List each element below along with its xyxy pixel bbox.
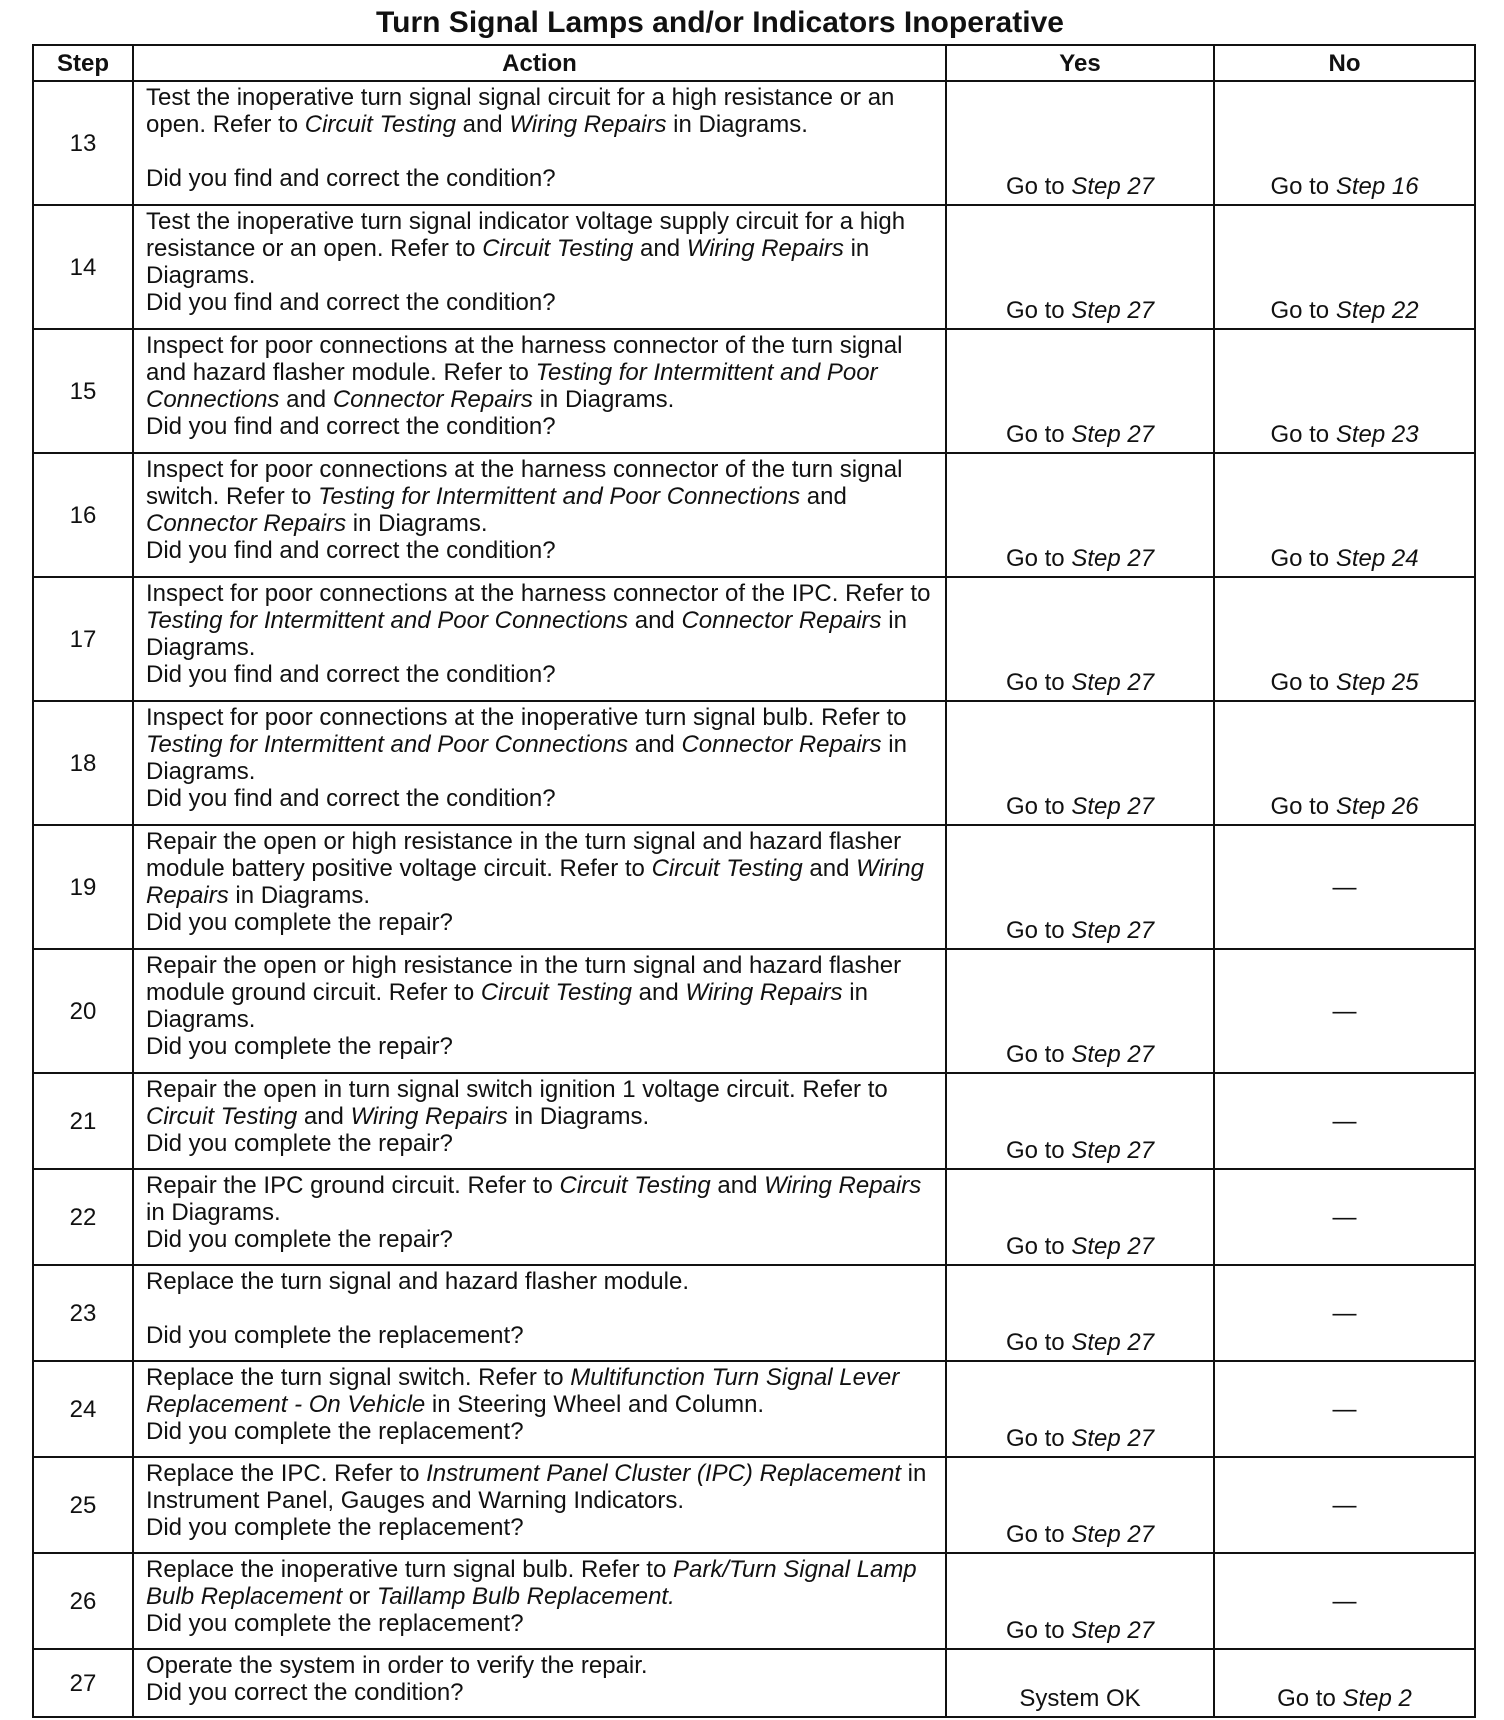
table-body	[33, 81, 1475, 1717]
action-description	[146, 332, 935, 413]
yes-result-run: Go to	[1005, 1521, 1072, 1548]
action-description	[146, 952, 935, 1033]
action-description-run: and	[632, 979, 686, 1006]
action-description	[146, 704, 935, 785]
action-description-run: Replace the inoperative turn signal bulb. Refer to	[146, 1556, 673, 1583]
action-description-run: in Diagrams.	[146, 607, 907, 661]
action-description-run: Circuit Testing	[482, 235, 634, 262]
yes-result-run: Step 27	[1071, 421, 1155, 448]
no-result-run: Go to	[1270, 421, 1336, 448]
action-cell	[133, 701, 946, 825]
table-row	[33, 453, 1475, 577]
action-description-run: Replace the turn signal and hazard flasher module.	[146, 1268, 689, 1295]
yes-result	[946, 949, 1214, 1073]
action-question: Did you find and correct the condition?	[146, 537, 556, 564]
no-result-run: —	[1332, 1492, 1357, 1519]
action-description-run: in Diagrams.	[228, 882, 371, 909]
step-number: 20	[33, 949, 133, 1073]
action-cell	[133, 453, 946, 577]
table-row	[33, 1553, 1475, 1649]
action-description	[146, 84, 935, 138]
no-result-run: —	[1332, 998, 1357, 1025]
action-cell	[133, 1073, 946, 1169]
yes-result	[946, 577, 1214, 701]
action-description-run: Connector Repairs	[146, 510, 347, 537]
header-step: Step	[33, 45, 133, 81]
header-yes: Yes	[946, 45, 1214, 81]
step-number: 26	[33, 1553, 133, 1649]
action-cell	[133, 329, 946, 453]
yes-result-run: Step 27	[1071, 793, 1155, 820]
action-cell	[133, 825, 946, 949]
yes-result-run: Go to	[1005, 1617, 1072, 1644]
action-description-run: and	[633, 235, 687, 262]
action-description-run: in Diagrams.	[507, 1103, 650, 1130]
yes-result-run: Go to	[1005, 1137, 1072, 1164]
action-description-run: Repair the open or high resistance in the turn signal and hazard flasher module battery positive voltage circuit. Refer to	[146, 828, 902, 882]
table-row	[33, 1649, 1475, 1717]
action-description	[146, 580, 935, 661]
yes-result-run: Go to	[1005, 545, 1072, 572]
action-description-run: and	[710, 1172, 765, 1199]
no-result-run: —	[1332, 1588, 1357, 1615]
action-description-run: Instrument Panel Cluster (IPC) Replacement	[426, 1460, 901, 1487]
step-number: 27	[33, 1649, 133, 1717]
action-description-run: in Diagrams.	[146, 235, 870, 289]
no-result	[1214, 1169, 1475, 1265]
table-row	[33, 949, 1475, 1073]
no-result	[1214, 1457, 1475, 1553]
no-result	[1214, 1553, 1475, 1649]
action-description-run: Replace the turn signal switch. Refer to	[146, 1364, 571, 1391]
step-number: 15	[33, 329, 133, 453]
action-description-run: Test the inoperative turn signal indicator voltage supply circuit for a high resistance or an open. Refer to	[146, 208, 906, 262]
yes-result-run: Step 27	[1071, 1425, 1155, 1452]
yes-result	[946, 329, 1214, 453]
yes-result-run: Go to	[1005, 917, 1072, 944]
table-row	[33, 1361, 1475, 1457]
action-description	[146, 456, 935, 537]
table-row	[33, 1073, 1475, 1169]
header-no: No	[1214, 45, 1475, 81]
yes-result-run: Step 27	[1071, 173, 1155, 200]
no-result	[1214, 1073, 1475, 1169]
yes-result-run: Go to	[1005, 1329, 1072, 1356]
action-description-run: Inspect for poor connections at the harness connector of the turn signal and hazard flasher module. Refer to	[146, 332, 903, 386]
action-cell	[133, 1169, 946, 1265]
no-result-run: Go to	[1277, 1685, 1343, 1712]
page-title: Turn Signal Lamps and/or Indicators Inoperative	[376, 6, 1064, 39]
table-row	[33, 329, 1475, 453]
action-description-run: Wiring Repairs	[686, 235, 844, 262]
yes-result	[946, 1553, 1214, 1649]
yes-result-run: System OK	[1019, 1685, 1141, 1712]
action-description-run: in Steering Wheel and Column.	[425, 1391, 765, 1418]
no-result-run: Go to	[1270, 297, 1336, 324]
action-description-run: in Instrument Panel, Gauges and Warning Indicators.	[146, 1460, 927, 1514]
no-result	[1214, 825, 1475, 949]
action-description-run: Circuit Testing	[146, 1103, 298, 1130]
action-description-run: and	[455, 111, 510, 138]
table-row	[33, 701, 1475, 825]
yes-result	[946, 1457, 1214, 1553]
table-row	[33, 1265, 1475, 1361]
yes-result-run: Go to	[1005, 669, 1072, 696]
action-description-run: Testing for Intermittent and Poor Connections	[146, 731, 629, 758]
no-result-run: Step 16	[1335, 173, 1419, 200]
no-result-run: Step 24	[1335, 545, 1419, 572]
action-description-run: in Diagrams.	[666, 111, 808, 138]
action-cell	[133, 205, 946, 329]
step-number: 21	[33, 1073, 133, 1169]
action-description-run: Test the inoperative turn signal signal circuit for a high resistance or an open. Refer to	[146, 84, 895, 138]
action-description-run: Park/Turn Signal Lamp Bulb Replacement	[146, 1556, 917, 1610]
action-description-run: Taillamp Bulb Replacement.	[376, 1583, 675, 1610]
no-result-run: Step 25	[1335, 669, 1419, 696]
yes-result-run: Step 27	[1071, 1617, 1155, 1644]
action-cell	[133, 949, 946, 1073]
table-row	[33, 577, 1475, 701]
no-result-run: Go to	[1270, 545, 1336, 572]
action-description-run: Inspect for poor connections at the harness connector of the turn signal switch. Refer to	[146, 456, 903, 510]
action-description-run: Connector Repairs	[681, 607, 882, 634]
action-description	[146, 828, 935, 909]
no-result-run: —	[1332, 1108, 1357, 1135]
action-description-run: or	[342, 1583, 377, 1610]
no-result	[1214, 701, 1475, 825]
action-description-run: and	[628, 607, 682, 634]
step-number: 13	[33, 81, 133, 205]
action-description-run: Multifunction Turn Signal Lever Replacement - On Vehicle	[146, 1364, 900, 1418]
action-question: Did you correct the condition?	[146, 1679, 464, 1706]
yes-result	[946, 1265, 1214, 1361]
action-description-run: Circuit Testing	[480, 979, 632, 1006]
no-result	[1214, 1361, 1475, 1457]
spacer	[146, 138, 935, 165]
action-description	[146, 1460, 935, 1514]
yes-result-run: Go to	[1005, 1041, 1072, 1068]
action-description-run: in Diagrams.	[346, 510, 488, 537]
action-question: Did you complete the replacement?	[146, 1514, 524, 1541]
step-number: 25	[33, 1457, 133, 1553]
action-question: Did you complete the replacement?	[146, 1322, 524, 1349]
action-description-run: and	[802, 855, 857, 882]
action-question: Did you complete the repair?	[146, 1130, 453, 1157]
action-description-run: Testing for Intermittent and Poor Connections	[146, 359, 878, 413]
action-description	[146, 1364, 935, 1418]
no-result-run: —	[1332, 1396, 1357, 1423]
action-description-run: Wiring Repairs	[685, 979, 843, 1006]
action-question: Did you complete the repair?	[146, 1033, 453, 1060]
yes-result-run: Go to	[1005, 793, 1072, 820]
table-row	[33, 1457, 1475, 1553]
action-question: Did you complete the repair?	[146, 909, 453, 936]
yes-result-run: Step 27	[1071, 297, 1155, 324]
action-question: Did you find and correct the condition?	[146, 289, 556, 316]
action-description-run: Circuit Testing	[559, 1172, 711, 1199]
action-cell	[133, 81, 946, 205]
step-number: 18	[33, 701, 133, 825]
action-question: Did you find and correct the condition?	[146, 785, 556, 812]
step-number: 23	[33, 1265, 133, 1361]
action-description	[146, 1076, 935, 1130]
action-question: Did you complete the replacement?	[146, 1610, 524, 1637]
no-result	[1214, 1265, 1475, 1361]
yes-result	[946, 825, 1214, 949]
action-description-run: Repair the IPC ground circuit. Refer to	[146, 1172, 560, 1199]
no-result-run: —	[1332, 874, 1357, 901]
action-cell	[133, 1457, 946, 1553]
step-number: 24	[33, 1361, 133, 1457]
spacer	[146, 1295, 935, 1322]
yes-result	[946, 1073, 1214, 1169]
step-number: 17	[33, 577, 133, 701]
action-description-run: in Diagrams.	[146, 1199, 281, 1226]
no-result	[1214, 949, 1475, 1073]
no-result-run: Step 2	[1342, 1685, 1412, 1712]
table-row	[33, 81, 1475, 205]
action-description-run: Wiring Repairs	[350, 1103, 508, 1130]
header-action: Action	[133, 45, 946, 81]
yes-result-run: Step 27	[1071, 1233, 1155, 1260]
yes-result-run: Step 27	[1071, 1521, 1155, 1548]
header-row	[33, 45, 1475, 81]
no-result	[1214, 205, 1475, 329]
yes-result	[946, 701, 1214, 825]
yes-result-run: Go to	[1005, 297, 1072, 324]
action-description-run: Replace the IPC. Refer to	[146, 1460, 427, 1487]
no-result	[1214, 577, 1475, 701]
action-description-run: Repair the open in turn signal switch ignition 1 voltage circuit. Refer to	[146, 1076, 888, 1103]
action-description-run: Circuit Testing	[304, 111, 456, 138]
action-description-run: in Diagrams.	[532, 386, 675, 413]
table-row	[33, 825, 1475, 949]
step-number: 19	[33, 825, 133, 949]
yes-result	[946, 1649, 1214, 1717]
action-description-run: Testing for Intermittent and Poor Connections	[146, 607, 629, 634]
action-description-run: Operate the system in order to verify the repair.	[146, 1652, 648, 1679]
action-cell	[133, 1361, 946, 1457]
yes-result	[946, 81, 1214, 205]
no-result-run: Step 22	[1335, 297, 1419, 324]
action-description	[146, 208, 935, 289]
yes-result-run: Go to	[1005, 173, 1072, 200]
step-number: 22	[33, 1169, 133, 1265]
action-description	[146, 1268, 935, 1295]
action-question: Did you find and correct the condition?	[146, 165, 556, 192]
action-description-run: in Diagrams.	[146, 979, 868, 1033]
action-question: Did you find and correct the condition?	[146, 661, 556, 688]
action-question: Did you complete the replacement?	[146, 1418, 524, 1445]
action-cell	[133, 1265, 946, 1361]
action-description-run: and	[628, 731, 682, 758]
no-result-run: —	[1332, 1300, 1357, 1327]
yes-result-run: Go to	[1005, 421, 1072, 448]
yes-result	[946, 205, 1214, 329]
no-result	[1214, 453, 1475, 577]
action-description-run: Wiring Repairs	[764, 1172, 922, 1199]
yes-result	[946, 1361, 1214, 1457]
action-question: Did you complete the repair?	[146, 1226, 453, 1253]
no-result-run: Go to	[1270, 669, 1336, 696]
action-description	[146, 1172, 935, 1226]
action-description	[146, 1652, 935, 1679]
action-description-run: Testing for Intermittent and Poor Connections	[318, 483, 801, 510]
no-result	[1214, 329, 1475, 453]
table-row	[33, 1169, 1475, 1265]
action-cell	[133, 1649, 946, 1717]
yes-result	[946, 453, 1214, 577]
yes-result-run: Step 27	[1071, 545, 1155, 572]
no-result-run: Go to	[1270, 173, 1336, 200]
action-description-run: Repair the open or high resistance in the turn signal and hazard flasher module ground circuit. Refer to	[146, 952, 902, 1006]
yes-result-run: Step 27	[1071, 917, 1155, 944]
action-description-run: in Diagrams.	[146, 731, 907, 785]
yes-result	[946, 1169, 1214, 1265]
action-description-run: Circuit Testing	[651, 855, 803, 882]
action-description-run: and	[297, 1103, 351, 1130]
no-result	[1214, 1649, 1475, 1717]
yes-result-run: Step 27	[1071, 1137, 1155, 1164]
action-description-run: Inspect for poor connections at the harness connector of the IPC. Refer to	[146, 580, 931, 607]
action-cell	[133, 1553, 946, 1649]
no-result-run: —	[1332, 1204, 1357, 1231]
yes-result-run: Step 27	[1071, 1329, 1155, 1356]
yes-result-run: Step 27	[1071, 1041, 1155, 1068]
action-description-run: Inspect for poor connections at the inoperative turn signal bulb. Refer to	[146, 704, 907, 731]
action-description	[146, 1556, 935, 1610]
table-row	[33, 205, 1475, 329]
action-description-run: and	[800, 483, 847, 510]
action-description-run: Wiring Repairs	[509, 111, 667, 138]
no-result	[1214, 81, 1475, 205]
action-description-run: Connector Repairs	[332, 386, 533, 413]
action-description-run: Connector Repairs	[681, 731, 882, 758]
action-description-run: Wiring Repairs	[146, 855, 924, 909]
step-number: 16	[33, 453, 133, 577]
action-question: Did you find and correct the condition?	[146, 413, 556, 440]
diagnostic-table	[32, 44, 1476, 1718]
yes-result-run: Go to	[1005, 1233, 1072, 1260]
yes-result-run: Go to	[1005, 1425, 1072, 1452]
no-result-run: Go to	[1270, 793, 1336, 820]
yes-result-run: Step 27	[1071, 669, 1155, 696]
action-description-run: and	[279, 386, 333, 413]
no-result-run: Step 23	[1335, 421, 1419, 448]
step-number: 14	[33, 205, 133, 329]
action-cell	[133, 577, 946, 701]
no-result-run: Step 26	[1335, 793, 1419, 820]
